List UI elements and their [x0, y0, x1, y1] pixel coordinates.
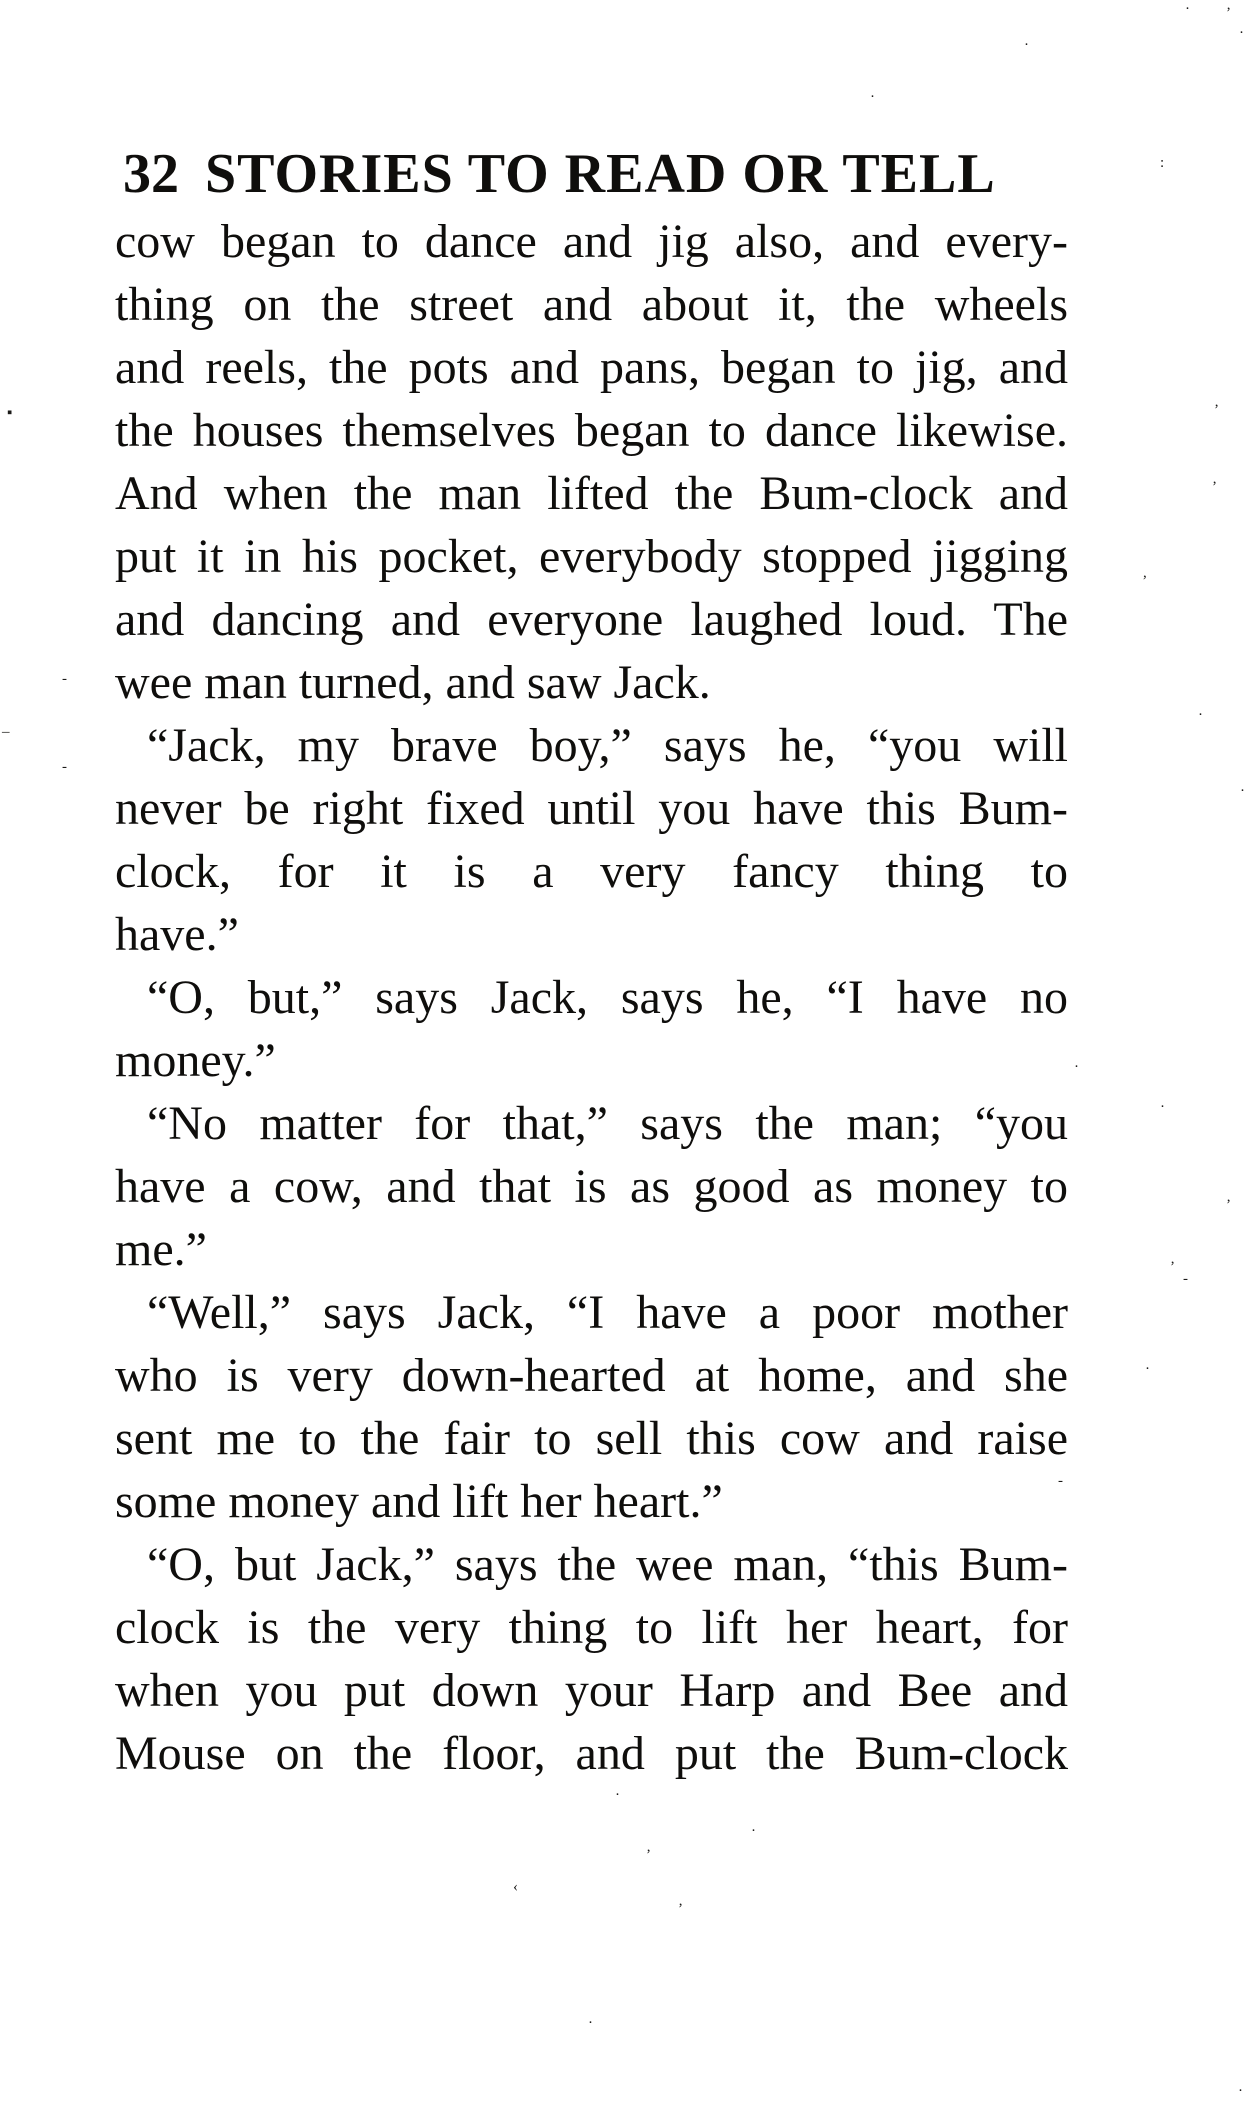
scan-speck: ·: [1074, 1059, 1079, 1075]
text-line: clock is the very thing to lift her heart, for: [115, 1601, 1068, 1654]
scan-speck: ’: [1214, 402, 1219, 418]
scan-speck: :: [1160, 155, 1165, 171]
text-line: who is very down-hearted at home, and she: [115, 1349, 1068, 1402]
scan-speck: -: [62, 671, 67, 687]
running-title: STORIES TO READ OR TELL: [205, 143, 996, 205]
text-line: never be right fixed until you have this Bum-: [115, 782, 1068, 835]
scan-speck: ’: [1170, 1259, 1175, 1275]
scan-speck: ’: [678, 1901, 683, 1917]
scan-speck: ’: [1226, 5, 1231, 21]
text-line: And when the man lifted the Bum-clock and: [115, 467, 1068, 520]
scan-speck: ‹: [513, 1879, 518, 1895]
text-line: “O, but,” says Jack, says he, “I have no: [147, 971, 1068, 1024]
scan-speck: ·: [1239, 25, 1244, 41]
scan-speck: ·: [1185, 1, 1190, 17]
text-line: some money and lift her heart.”: [115, 1475, 723, 1528]
text-block: [115, 210, 1068, 1785]
text-line: “O, but Jack,” says the wee man, “this Bum-: [147, 1538, 1068, 1591]
scan-speck: ·: [1198, 707, 1203, 723]
scan-speck: -: [1058, 1473, 1063, 1489]
scan-speck: ·: [870, 89, 875, 105]
scan-speck: ·: [751, 1823, 756, 1839]
scan-speck: ·: [1160, 1099, 1165, 1115]
scan-speck: -: [1183, 1271, 1188, 1287]
text-line: Mouse on the floor, and put the Bum-clock: [115, 1727, 1068, 1780]
scan-speck: ’: [646, 1847, 651, 1863]
page-header: [123, 143, 996, 205]
scan-speck: ·: [1145, 1361, 1150, 1377]
scan-speck: ·: [1240, 783, 1245, 799]
scan-speck: ·: [588, 2015, 593, 2031]
scan-speck: ,: [1143, 565, 1147, 581]
text-line: “Jack, my brave boy,” says he, “you will: [147, 719, 1068, 772]
text-line: put it in his pocket, everybody stopped jigging: [115, 530, 1068, 583]
text-line: money.”: [115, 1034, 276, 1087]
scan-speck: ·: [1024, 37, 1029, 53]
text-line: the houses themselves began to dance likewise.: [115, 404, 1068, 457]
scan-speck: ·: [1238, 2083, 1243, 2099]
text-line: “Well,” says Jack, “I have a poor mother: [147, 1286, 1068, 1339]
scan-speck: ▪: [7, 405, 13, 421]
text-line: wee man turned, and saw Jack.: [115, 656, 711, 709]
scan-speck: –: [2, 724, 10, 740]
text-line: cow began to dance and jig also, and every-: [115, 215, 1068, 268]
text-line: “No matter for that,” says the man; “you: [147, 1097, 1068, 1150]
text-line: and dancing and everyone laughed loud. The: [115, 593, 1068, 646]
scan-speck: ·: [615, 1787, 620, 1803]
scan-speck: ’: [1212, 479, 1217, 495]
text-line: thing on the street and about it, the wheels: [115, 278, 1068, 331]
text-line: have.”: [115, 908, 239, 961]
text-line: and reels, the pots and pans, began to jig, and: [115, 341, 1068, 394]
text-line: when you put down your Harp and Bee and: [115, 1664, 1068, 1717]
scan-speck: ’: [1226, 1197, 1231, 1213]
text-line: sent me to the fair to sell this cow and raise: [115, 1412, 1068, 1465]
text-line: me.”: [115, 1223, 207, 1276]
scan-speck: -: [62, 759, 67, 775]
page-number: 32: [123, 143, 179, 205]
text-line: have a cow, and that is as good as money to: [115, 1160, 1068, 1213]
text-line: clock, for it is a very fancy thing to: [115, 845, 1068, 898]
